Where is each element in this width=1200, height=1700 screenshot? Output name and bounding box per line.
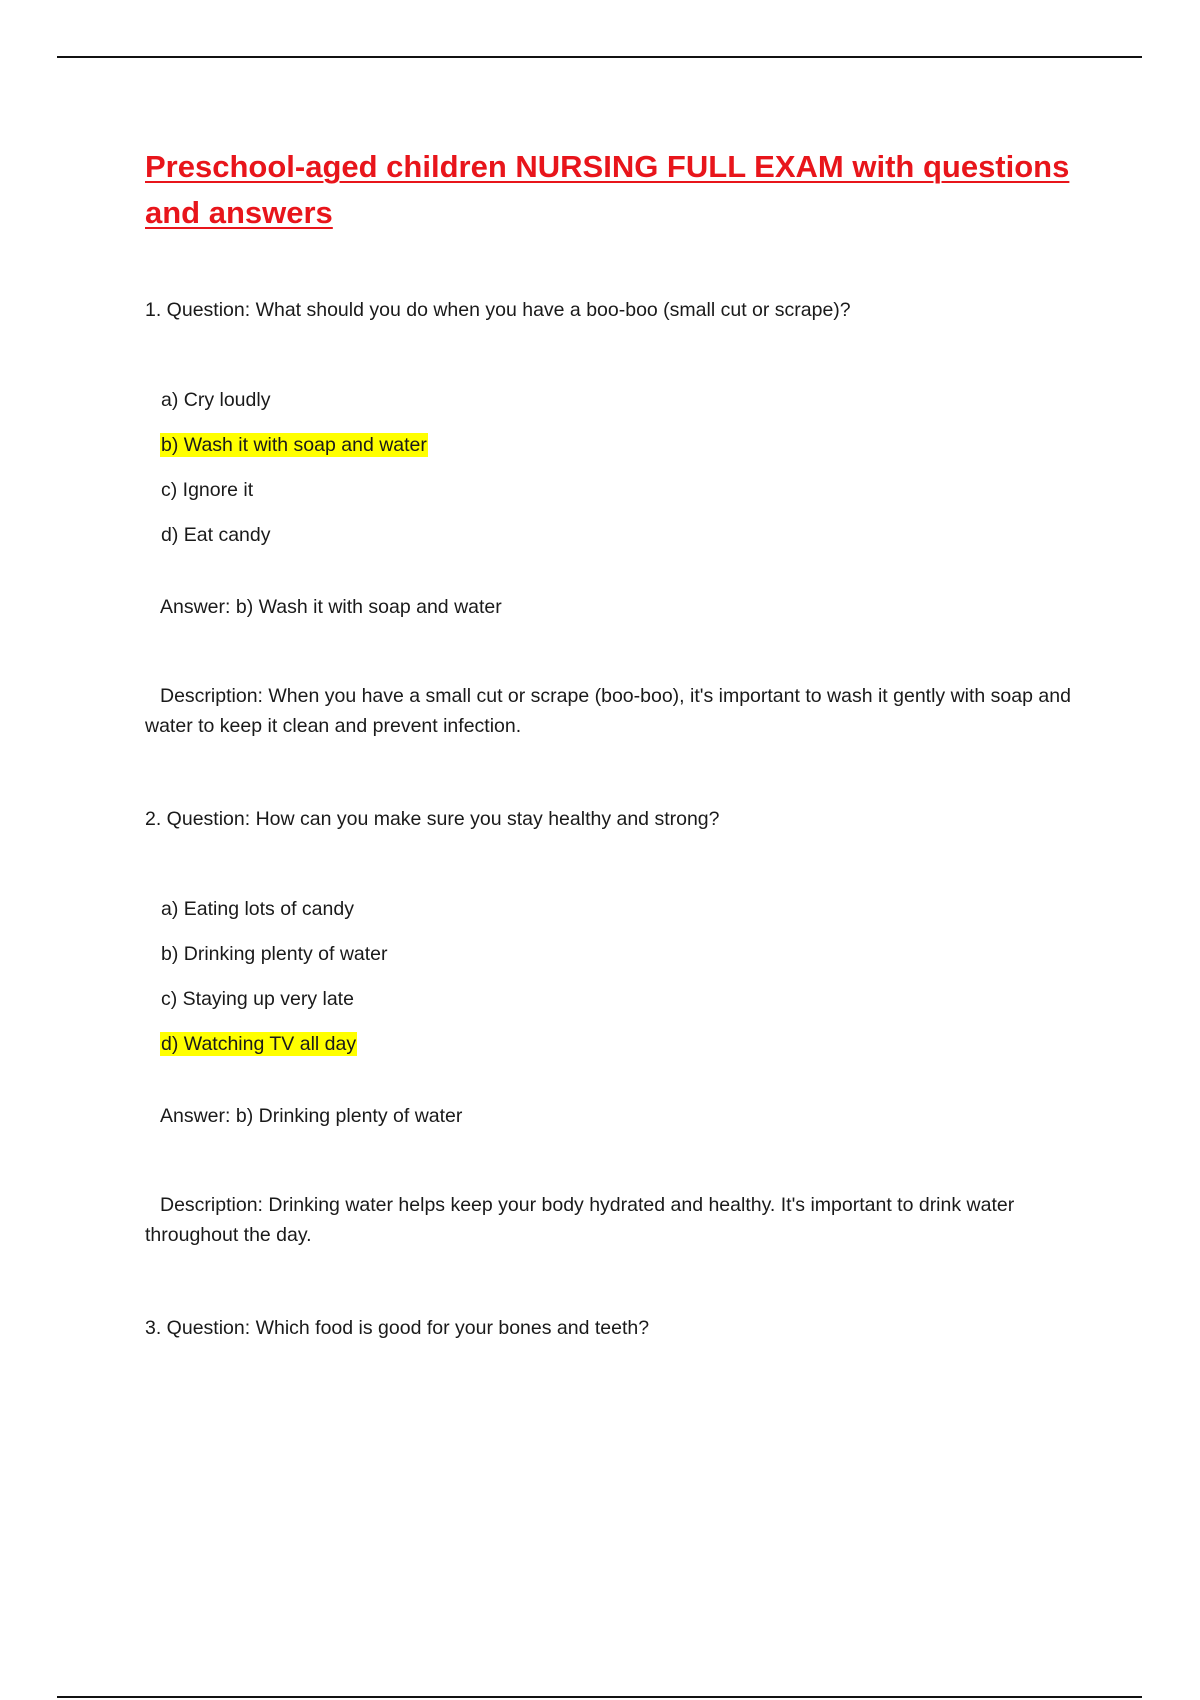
header-rule xyxy=(57,56,1142,58)
option-item: a) Eating lots of candy xyxy=(161,898,354,920)
answer-text: Answer: b) Drinking plenty of water xyxy=(160,1105,463,1127)
option-item: b) Drinking plenty of water xyxy=(161,943,388,965)
question-block-2 xyxy=(145,805,1085,1250)
description-text: Description: Drinking water helps keep your body hydrated and healthy. It's important to drink water throughout the day. xyxy=(145,1194,1015,1246)
option-item-highlighted: d) Watching TV all day xyxy=(161,1033,357,1055)
option-item: d) Eat candy xyxy=(161,524,271,546)
description-text: Description: When you have a small cut or scrape (boo-boo), it's important to wash it gently with soap and water to keep it clean and prevent infection. xyxy=(145,685,1071,737)
option-item: c) Ignore it xyxy=(161,479,254,501)
question-text: 2. Question: How can you make sure you stay healthy and strong? xyxy=(145,808,720,830)
document-title: Preschool-aged children NURSING FULL EXAM with questions and answers xyxy=(145,149,1070,230)
question-text: 3. Question: Which food is good for your bones and teeth? xyxy=(145,1317,650,1339)
option-item: a) Cry loudly xyxy=(161,389,271,411)
question-text: 1. Question: What should you do when you have a boo-boo (small cut or scrape)? xyxy=(145,299,851,321)
options-list xyxy=(145,386,1085,549)
question-block-1 xyxy=(145,296,1085,741)
option-item: c) Staying up very late xyxy=(161,988,354,1010)
options-list xyxy=(145,895,1085,1058)
document-page xyxy=(145,144,1085,1342)
question-block-3 xyxy=(145,1314,1085,1342)
option-item-highlighted: b) Wash it with soap and water xyxy=(161,434,427,456)
answer-text: Answer: b) Wash it with soap and water xyxy=(160,596,502,618)
footer-rule xyxy=(57,1696,1142,1698)
